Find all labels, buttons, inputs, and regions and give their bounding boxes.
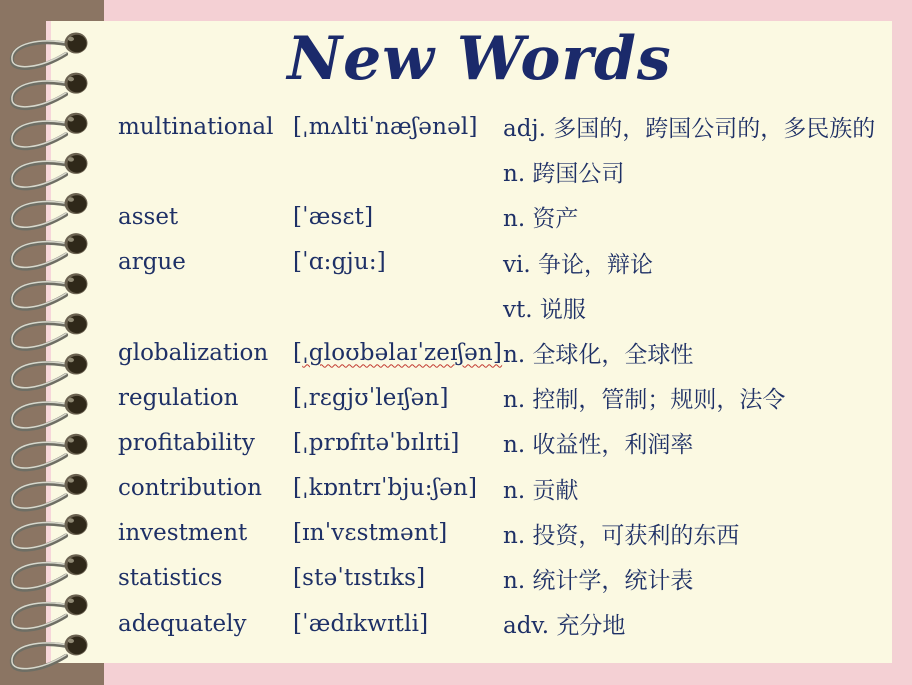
word-cell: investment bbox=[118, 520, 248, 547]
meaning-cell: n. 贡献 bbox=[503, 477, 579, 504]
word-cell: statistics bbox=[118, 565, 223, 592]
ipa-cell: [ˈædɪkwɪtli] bbox=[293, 610, 429, 637]
vocab-row bbox=[118, 511, 892, 556]
word-cell: asset bbox=[118, 203, 179, 230]
vocab-row bbox=[118, 240, 892, 285]
meaning-cell: vi. 争论，辩论 bbox=[503, 251, 653, 278]
meaning-cell: adj. 多国的，跨国公司的，多民族的 bbox=[503, 116, 876, 143]
vocab-row bbox=[118, 104, 892, 149]
meaning-cell: n. 全球化，全球性 bbox=[503, 342, 694, 369]
word-cell: globalization bbox=[118, 339, 269, 366]
ipa-cell: [ˌmʌltiˈnæʃənəl] bbox=[293, 113, 478, 140]
vocab-row bbox=[118, 149, 892, 194]
meaning-cell: adv. 充分地 bbox=[503, 613, 626, 640]
spellcheck-underline: ˌgloʊbəlaɪˈzeɪʃən] bbox=[302, 339, 503, 366]
vocab-row bbox=[118, 556, 892, 601]
word-cell: argue bbox=[118, 249, 186, 276]
vocab-list bbox=[118, 104, 892, 646]
vocab-row bbox=[118, 330, 892, 375]
vocab-row bbox=[118, 285, 892, 330]
ipa-cell: [ˌkɒntrɪˈbju:ʃən] bbox=[293, 475, 478, 502]
word-cell: profitability bbox=[118, 429, 255, 456]
meaning-cell: vt. 说服 bbox=[503, 296, 586, 323]
word-cell: adequately bbox=[118, 610, 247, 637]
ipa-cell: [ˈɑ:gju:] bbox=[293, 249, 386, 276]
meaning-cell: n. 资产 bbox=[503, 206, 579, 233]
vocab-row bbox=[118, 194, 892, 239]
word-cell: regulation bbox=[118, 384, 239, 411]
meaning-cell: n. 跨国公司 bbox=[503, 161, 625, 188]
ipa-cell: [ˈæsɛt] bbox=[293, 203, 374, 230]
ipa-cell: [ˌprɒfɪtəˈbɪlɪti] bbox=[293, 429, 460, 456]
vocab-row bbox=[118, 601, 892, 646]
ipa-cell: [stəˈtɪstɪks] bbox=[293, 565, 426, 592]
meaning-cell: n. 控制，管制；规则，法令 bbox=[503, 387, 786, 414]
ipa-cell: [ˌgloʊbəlaɪˈzeɪʃən] bbox=[293, 339, 503, 366]
word-cell: multinational bbox=[118, 113, 274, 140]
ipa-cell: [ˌrɛgjʊˈleɪʃən] bbox=[293, 384, 449, 411]
word-cell: contribution bbox=[118, 475, 262, 502]
vocab-row bbox=[118, 420, 892, 465]
meaning-cell: n. 统计学，统计表 bbox=[503, 567, 694, 594]
ipa-cell: [ɪnˈvɛstmənt] bbox=[293, 520, 448, 547]
meaning-cell: n. 收益性，利润率 bbox=[503, 432, 694, 459]
vocab-row bbox=[118, 375, 892, 420]
meaning-cell: n. 投资，可获利的东西 bbox=[503, 522, 740, 549]
vocab-row bbox=[118, 466, 892, 511]
slide-title: New Words bbox=[287, 24, 672, 94]
